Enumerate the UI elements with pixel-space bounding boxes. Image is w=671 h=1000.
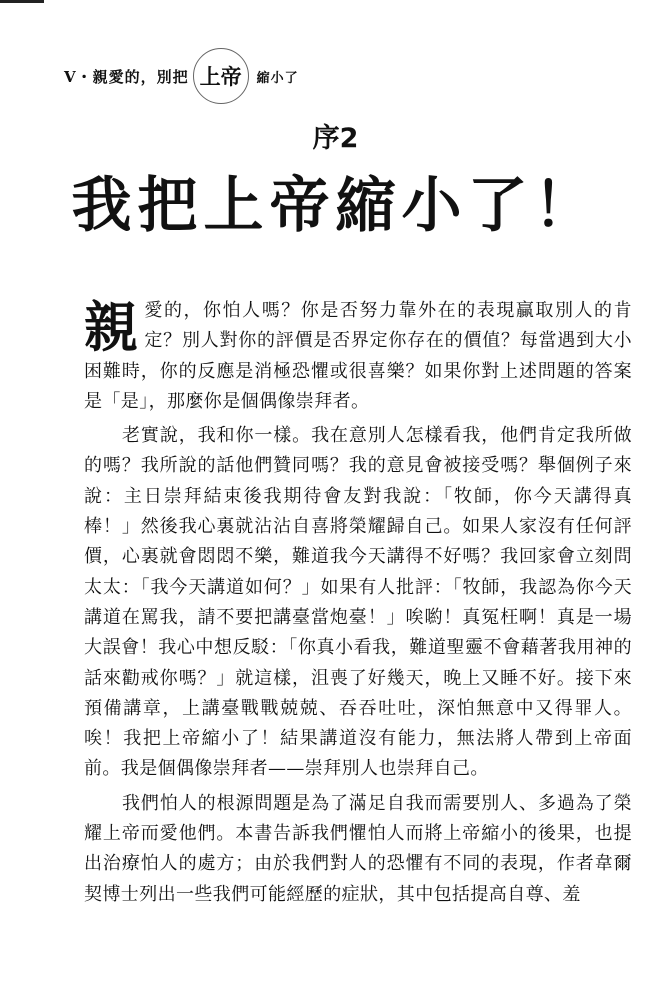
running-head-circled-word: 上帝 [193,48,249,104]
body-text [84,296,632,910]
paragraph-1-text: 愛的，你怕人嗎？你是否努力靠外在的表現贏取別人的肯定？別人對你的評價是否界定你存在的價值？每當遇到大小困難時，你的反應是消極恐懼或很喜樂？如果你對上述問題的答案是「是」，那麼你是個偶像崇拜者。 [84,300,632,412]
paragraph-2: 老實說，我和你一樣。我在意別人怎樣看我，他們肯定我所做的嗎？我所說的話他們贊同嗎？我的意見會被接受嗎？舉個例子來說：主日崇拜結束後我期待會友對我說：「牧師，你今天講得真棒！」然後我心裏就沾沾自喜將榮耀歸自己。如果人家沒有任何評價，心裏就會悶悶不樂，難道我今天講得不好嗎？我回家會立刻問太太：「我今天講道如何？」如果有人批評：「牧師，我認為你今天講道在罵我，請不要把講臺當炮臺！」唉喲！真冤枉啊！真是一場大誤會！我心中想反駁：「你真小看我，難道聖靈不會藉著我用神的話來勸戒你嗎？」就這樣，沮喪了好幾天，晚上又睡不好。接下來預備講章，上講臺戰戰兢兢、吞吞吐吐，深怕無意中又得罪人。唉！我把上帝縮小了！結果講道沒有能力，無法將人帶到上帝面前。我是個偶像崇拜者——崇拜別人也崇拜自己。 [84,425,632,780]
drop-cap: 親 [84,295,139,359]
running-head [64,56,299,96]
paragraph-1 [84,296,632,417]
top-rule [0,0,44,3]
running-head-prefix: V・親愛的，別把 [64,67,189,86]
paragraph-3: 我們怕人的根源問題是為了滿足自我而需要別人、多過為了榮耀上帝而愛他們。本書告訴我們懼怕人而將上帝縮小的後果，也提出治療怕人的處方；由於我們對人的恐懼有不同的表現，作者韋爾契博士列出一些我們可能經歷的症狀，其中包括提高自尊、羞 [84,792,632,905]
chapter-prefix: 序2 [312,123,359,154]
chapter-title: 我把上帝縮小了！ [71,171,600,241]
running-head-suffix: 縮小了 [256,70,299,86]
